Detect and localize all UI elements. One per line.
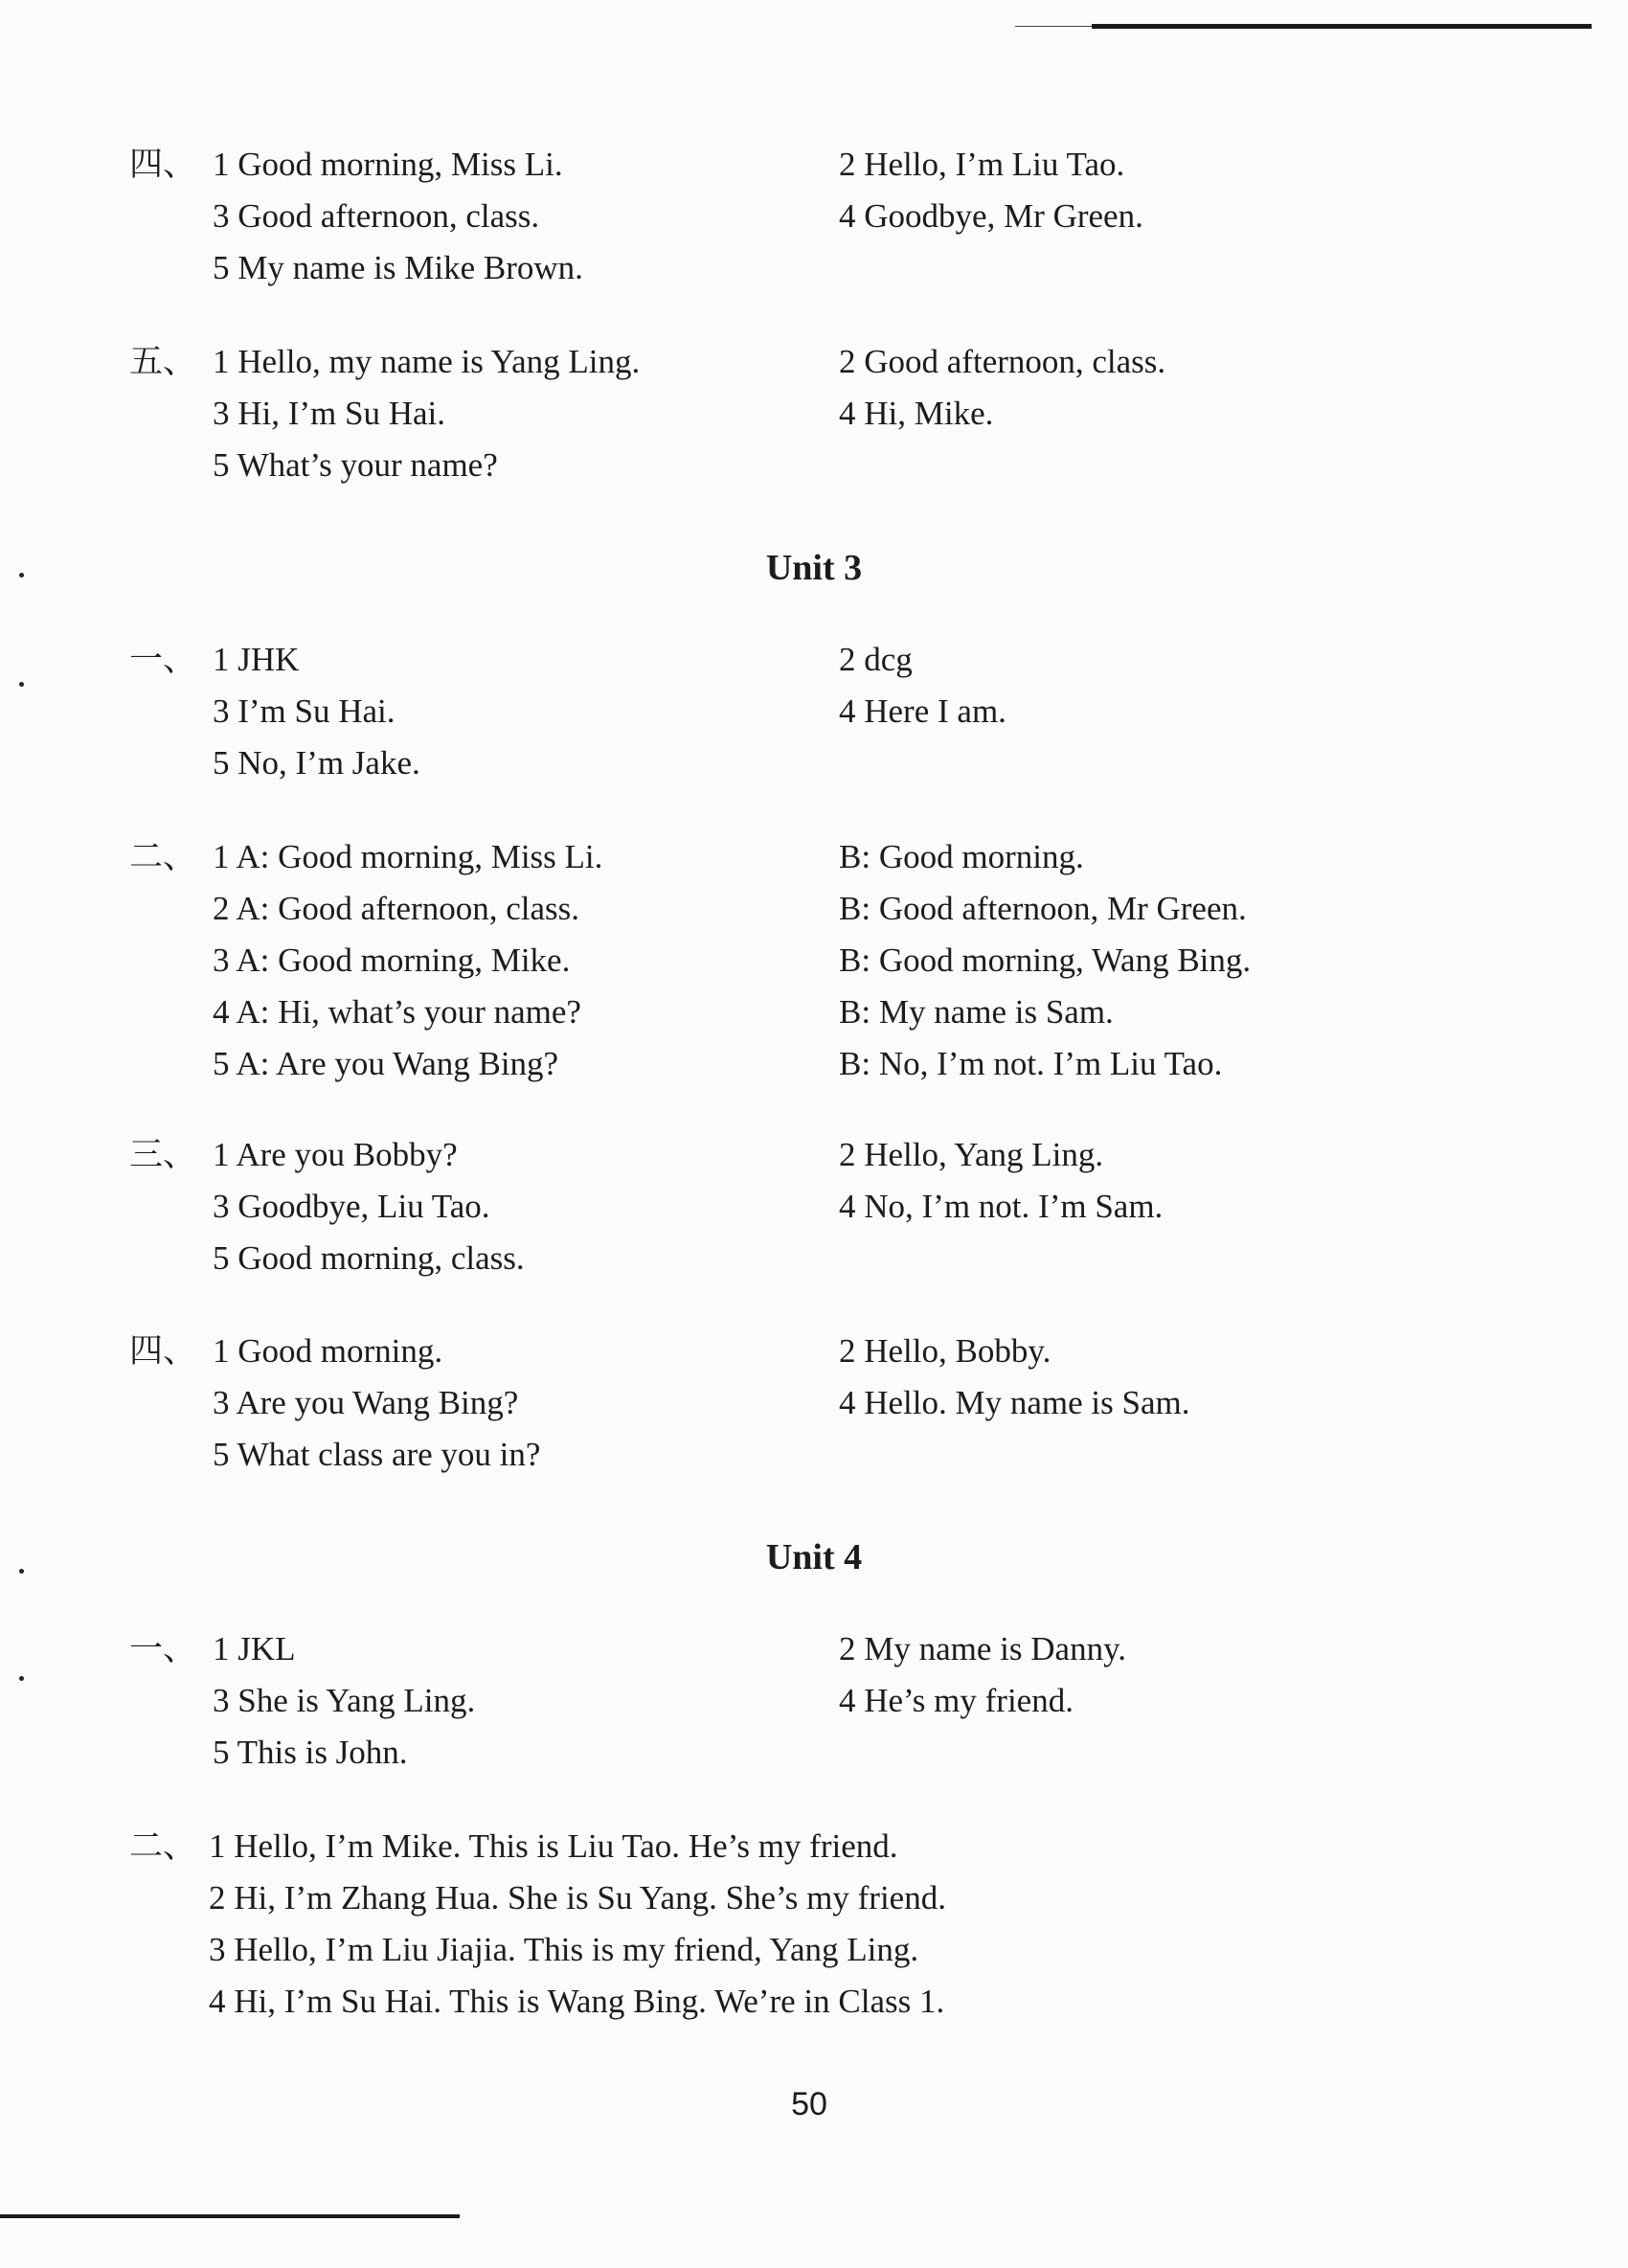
answer-line: 4 Hi, I’m Su Hai. This is Wang Bing. We’re in Class 1. [209,1983,945,2020]
answer-line: 2 dcg [839,641,913,678]
answer-line: 4 Goodbye, Mr Green. [839,197,1143,235]
answer-line: 1 Are you Bobby? [213,1136,458,1173]
answer-line: 5 Good morning, class. [213,1239,525,1277]
answer-line: 3 Goodbye, Liu Tao. [213,1188,490,1225]
answer-line: 2 Hi, I’m Zhang Hua. She is Su Yang. She’s my friend. [209,1879,946,1916]
answer-line: 5 What’s your name? [213,446,498,484]
answer-line: 4 A: Hi, what’s your name? [213,993,581,1031]
answer-line: 2 Hello, I’m Liu Tao. [839,146,1125,183]
answer-line: B: Good morning, Wang Bing. [839,941,1252,979]
answer-line: 5 This is John. [213,1734,408,1771]
section-marker: 五、 [129,343,197,381]
answer-line: 4 Here I am. [839,692,1006,730]
answer-line: 4 No, I’m not. I’m Sam. [839,1188,1164,1225]
answer-line: 2 My name is Danny. [839,1630,1127,1667]
section-marker: 四、 [129,1332,197,1371]
section-marker: 一、 [129,1630,197,1668]
answer-line: 5 A: Are you Wang Bing? [213,1045,559,1082]
section-marker: 四、 [129,146,197,184]
answer-line: 4 Hello. My name is Sam. [839,1384,1190,1421]
answer-line: 2 Hello, Yang Ling. [839,1136,1104,1173]
answer-line: 1 JKL [213,1630,296,1667]
answer-line: 2 Hello, Bobby. [839,1332,1051,1370]
answer-line: 3 A: Good morning, Mike. [213,941,571,979]
answer-line: 2 A: Good afternoon, class. [213,890,579,927]
page-number: 50 [791,2086,827,2122]
answer-line: 1 Good morning, Miss Li. [213,146,563,183]
unit-title: Unit 3 [765,548,863,588]
answer-line: 4 Hi, Mike. [839,395,994,432]
answer-line: B: My name is Sam. [839,993,1114,1031]
answer-line: 1 Hello, I’m Mike. This is Liu Tao. He’s my friend. [209,1827,898,1865]
section-marker: 三、 [129,1136,197,1174]
answer-line: 3 I’m Su Hai. [213,692,396,730]
answer-line: 3 Good afternoon, class. [213,197,540,235]
answer-line: 2 Good afternoon, class. [839,343,1166,380]
answer-line: 5 What class are you in? [213,1436,541,1473]
section-marker: 二、 [129,838,197,876]
answer-line: 3 Hello, I’m Liu Jiajia. This is my friend, Yang Ling. [209,1931,919,1968]
section-marker: 二、 [129,1827,197,1866]
bottom-rule [0,2214,460,2218]
binding-dot [19,1676,24,1681]
unit-title: Unit 4 [765,1537,863,1577]
answer-line: 1 A: Good morning, Miss Li. [213,838,603,875]
answer-line: 5 My name is Mike Brown. [213,249,583,286]
answer-line: B: Good morning. [839,838,1084,875]
answer-line: 1 Hello, my name is Yang Ling. [213,343,641,380]
answer-line: 1 Good morning. [213,1332,443,1370]
section-marker: 一、 [129,641,197,679]
answer-line: 1 JHK [213,641,300,678]
binding-dot [19,682,24,687]
answer-line: 5 No, I’m Jake. [213,744,420,782]
answer-line: 3 Are you Wang Bing? [213,1384,519,1421]
answer-line: B: Good afternoon, Mr Green. [839,890,1247,927]
answer-line: 3 Hi, I’m Su Hai. [213,395,446,432]
answer-line: 4 He’s my friend. [839,1682,1074,1719]
answer-line: B: No, I’m not. I’m Liu Tao. [839,1045,1223,1082]
answer-line: 3 She is Yang Ling. [213,1682,476,1719]
top-rule [1092,24,1592,29]
